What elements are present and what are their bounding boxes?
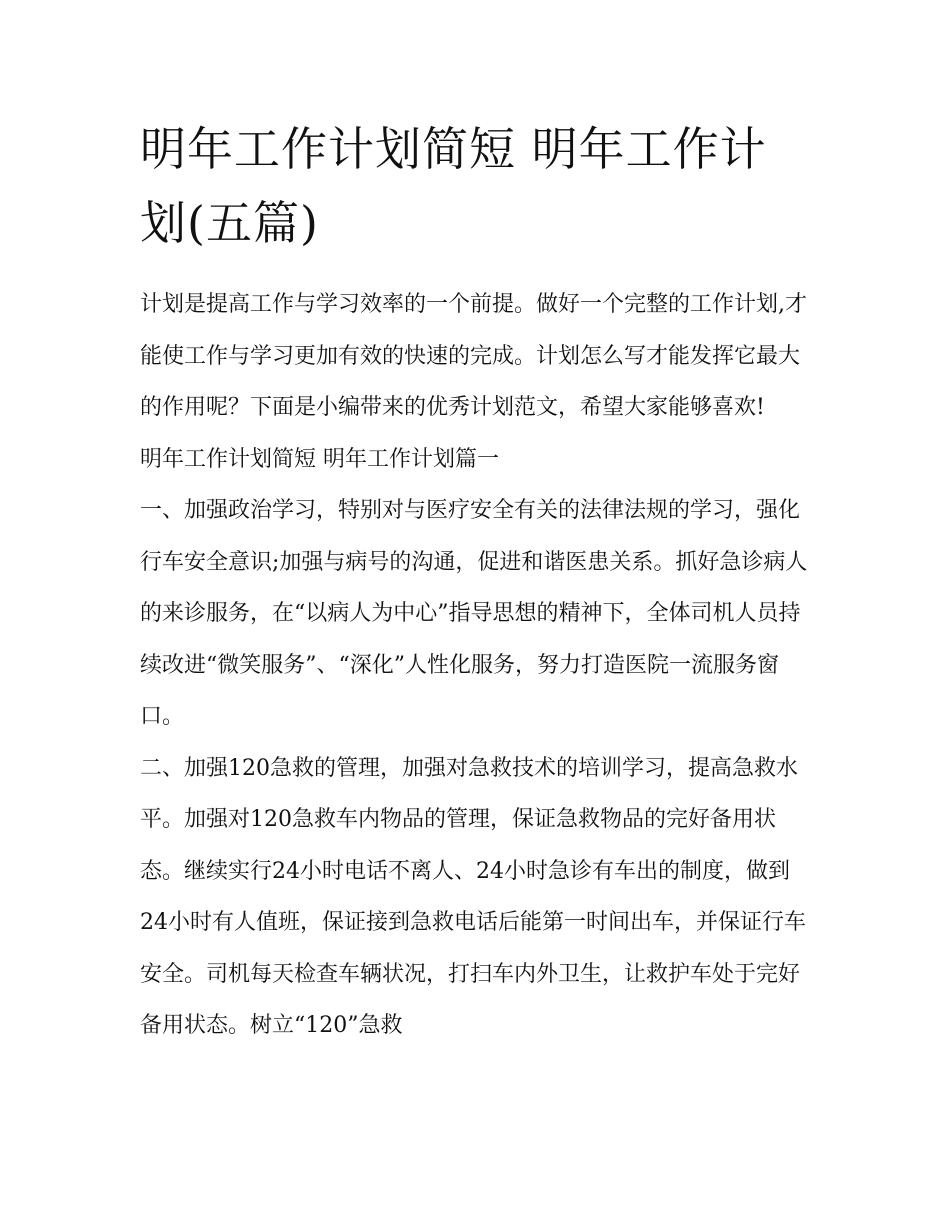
section-heading: 明年工作计划简短 明年工作计划篇一 [140,446,499,472]
intro-paragraph: 计划是提高工作与学习效率的一个前提。做好一个完整的工作计划,才能使工作与学习更加有效的快速的完成。计划怎么写才能发挥它最大的作用呢？下面是小编带来的优秀计划范文，希望大家能够喜欢! [140,292,807,420]
document-body [140,279,812,1052]
body-paragraph-2: 二、加强120急救的管理，加强对急救技术的培训学习，提高急救水平。加强对120急救车内物品的管理，保证急救物品的完好备用状态。继续实行24小时电话不离人、24小时急诊有车出的制度，做到24小时有人值班，保证接到急救电话后能第一时间出车，并保证行车安全。司机每天检查车辆状况，打扫车内外卫生，让救护车处于完好备用状态。树立“120”急救 [140,755,806,1038]
body-paragraph-1: 一、加强政治学习，特别对与医疗安全有关的法律法规的学习，强化行车安全意识;加强与病号的沟通，促进和谐医患关系。抓好急诊病人的来诊服务，在“以病人为中心”指导思想的精神下，全体司机人员持续改进“微笑服务”、“深化”人性化服务，努力打造医院一流服务窗口。 [140,498,808,729]
document-title: 明年工作计划简短 明年工作计划(五篇) [140,122,767,250]
